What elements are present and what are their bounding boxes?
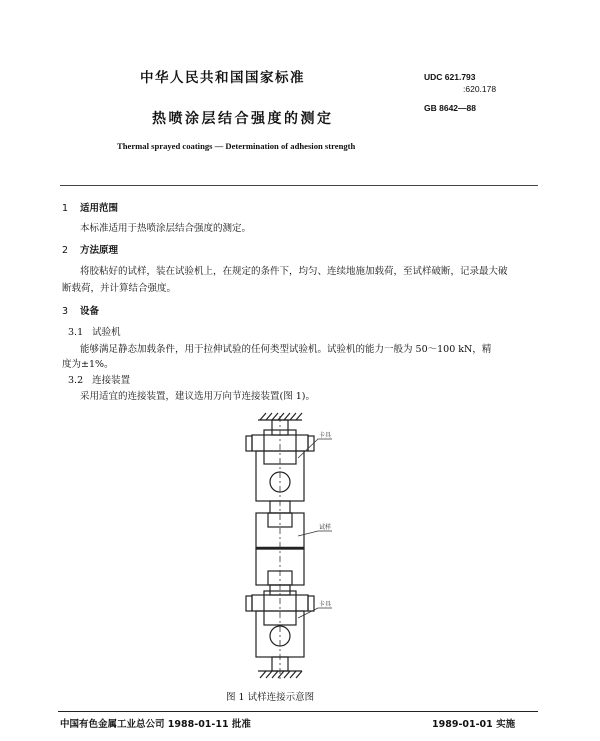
footer-issuer: 中国有色金属工业总公司 1988-01-11 批准 [60, 719, 251, 730]
subsection-3-2-heading [68, 372, 130, 386]
section-title: 设备 [80, 306, 100, 317]
clamp-top-label: 卡具 [319, 432, 332, 439]
clamp-bottom-label: 卡具 [319, 601, 332, 608]
section-title: 适用范围 [80, 203, 119, 214]
udc-code: UDC 621.793 [424, 72, 476, 82]
section-2-body-line2: 断载荷，并计算结合强度。 [62, 283, 177, 294]
specimen-label: 试样 [319, 524, 332, 531]
subsection-number: 3.1 [68, 327, 84, 338]
subsection-3-1-body-line2: 度为±1%。 [62, 359, 114, 370]
standard-name: 中华人民共和国国家标准 [140, 70, 305, 86]
document-title: 热喷涂层结合强度的测定 [152, 111, 334, 127]
subsection-title: 连接装置 [92, 375, 131, 386]
section-number: 3 [62, 306, 69, 317]
section-title: 方法原理 [80, 245, 119, 256]
subsection-number: 3.2 [68, 375, 84, 386]
footer-divider [58, 711, 538, 712]
udc-code-sub: :620.178 [463, 84, 497, 94]
section-3-heading [62, 303, 99, 317]
gb-code: GB 8642—88 [424, 103, 476, 113]
section-number: 1 [62, 203, 69, 214]
subsection-3-2-body: 采用适宜的连接装置，建议选用万向节连接装置(图 1)。 [80, 391, 315, 402]
figure-caption: 图 1 试样连接示意图 [226, 692, 315, 703]
subsection-3-1-heading [68, 324, 121, 338]
section-number: 2 [62, 245, 69, 256]
section-2-heading [62, 242, 118, 256]
section-1-body: 本标准适用于热喷涂层结合强度的测定。 [80, 223, 252, 234]
english-title: Thermal sprayed coatings — Determination of adhesion strength [117, 141, 356, 151]
header-divider [60, 185, 538, 186]
figure-specimen-connection [230, 408, 390, 684]
footer-effective-date: 1989-01-01 实施 [432, 719, 516, 730]
subsection-3-1-body-line1: 能够满足静态加载条件，用于拉伸试验的任何类型试验机。试验机的能力一般为 50～100 kN，精 [80, 344, 492, 355]
subsection-title: 试验机 [92, 327, 121, 338]
section-2-body-line1: 将胶粘好的试样，装在试验机上，在规定的条件下，均匀、连续地施加载荷，至试样破断，记录最大破 [80, 266, 508, 277]
section-1-heading [62, 200, 118, 214]
